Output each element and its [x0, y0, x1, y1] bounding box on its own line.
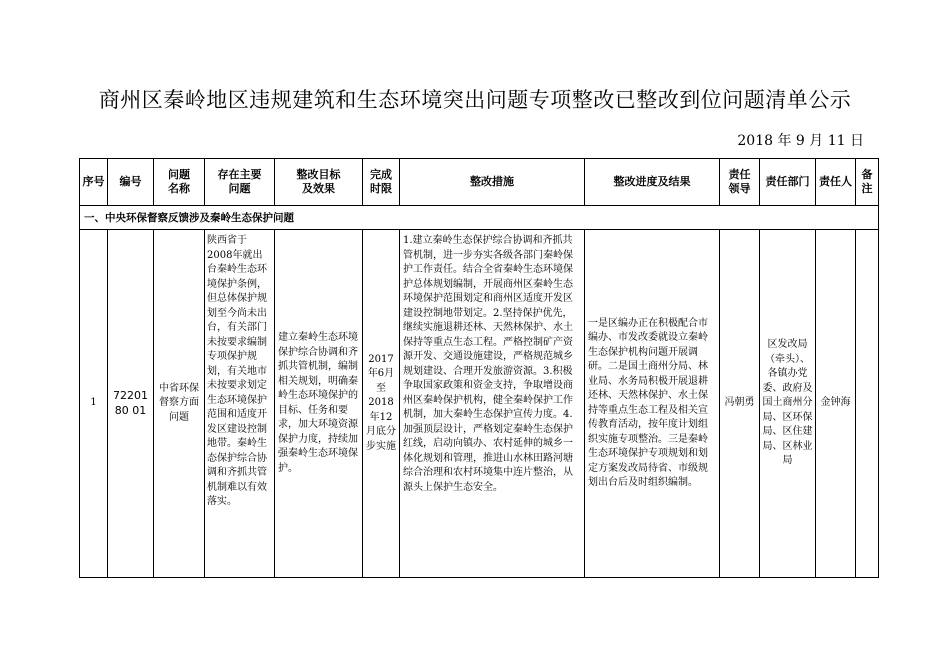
- page-title: 商州区秦岭地区违规建筑和生态环境突出问题专项整改已整改到位问题清单公示: [98, 88, 852, 112]
- header-person: 责任人: [816, 159, 856, 206]
- cell-measures: 1.建立秦岭生态保护综合协调和齐抓共管机制，进一步夯实各级各部门秦岭保护工作责任。结合全省秦岭生态环境保护总体规划编制，开展商州区秦岭生态环境保护范围划定和商州区适度开发区建设控制地带划定。2.坚持保护优先，继续实施退耕还林、天然林保护、水土保持等重点生态工程。严格控制矿产资源开发、交通设施建设，严格规范城乡规划建设、合理开发旅游资源。3.积极争取国家政策和资金支持，争取增设商州区秦岭保护机构，健全秦岭保护工作机制，加大秦岭生态保护宣传力度。4.加强顶层设计，严格划定秦岭生态保护红线，启动向镇办、农村延伸的城乡一体化规划和管理，推进山水林田路河塘综合治理和农村环境集中连片整治，从源头上保护生态安全。: [400, 230, 585, 578]
- cell-seq: 1: [80, 230, 108, 578]
- cell-leader: 冯朝勇: [720, 230, 760, 578]
- cell-name: 中省环保督察方面问题: [154, 230, 205, 578]
- cell-person: 金钟海: [816, 230, 856, 578]
- publish-date: 2018 年 9 月 11 日: [737, 133, 864, 149]
- cell-problem: 陕西省于2008年就出台秦岭生态环境保护条例，但总体保护规划至今尚未出台，有关部门未按要求编制专项保护规划，有关地市未按要求划定生态环境保护范围和适度开发区建设控制地带。秦岭生态保护综合协调和齐抓共管机制难以有效落实。: [205, 230, 275, 578]
- header-problem-text: 存在主要 问题: [217, 168, 262, 195]
- table-row: [80, 230, 879, 578]
- header-note: [856, 159, 879, 206]
- cell-code-text: 7220180 01: [113, 389, 148, 417]
- header-name: [154, 159, 205, 206]
- header-leader-text: 责任 领导: [728, 168, 751, 195]
- cell-note: [856, 230, 879, 578]
- section-title: 一、中央环保督察反馈涉及秦岭生态保护问题: [80, 206, 879, 230]
- header-leader: [720, 159, 760, 206]
- header-progress: 整改进度及结果: [585, 159, 720, 206]
- header-deadline: [363, 159, 400, 206]
- header-problem: [205, 159, 275, 206]
- cell-department: 区发改局（牵头）、各镇办党委、政府及国土商州分局、区环保局、区住建局、区林业局: [760, 230, 816, 578]
- cell-deadline: 2017年6月至2018年12月底分步实施: [363, 230, 400, 578]
- cell-progress: 一是区编办正在积极配合市编办、市发改委就设立秦岭生态保护机构问题开展调研。二是国土商州分局、林业局、水务局积极开展退耕还林、天然林保护、水土保持等重点生态工程及相关宣传教育活动，按年度计划组织实施专项整治。三是秦岭生态环境保护专项规划和划定方案发改局待省、市级规划出台后及时组织编制。: [585, 230, 720, 578]
- header-measures: 整改措施: [400, 159, 585, 206]
- header-goal-text: 整改目标 及效果: [296, 168, 341, 195]
- issue-table: [79, 158, 879, 578]
- section-row: [80, 206, 879, 230]
- header-department: 责任部门: [760, 159, 816, 206]
- header-deadline-text: 完成 时限: [370, 168, 392, 195]
- cell-code: [108, 230, 154, 578]
- header-seq: 序号: [80, 159, 108, 206]
- header-goal: [275, 159, 363, 206]
- header-name-text: 问题 名称: [168, 168, 190, 195]
- table-header-row: [80, 159, 879, 206]
- cell-goal: 建立秦岭生态环境保护综合协调和齐抓共管机制，编制相关规划，明确秦岭生态环境保护的目标、任务和要求，加大环境资源保护力度，持续加强秦岭生态环境保护。: [275, 230, 363, 578]
- header-note-text: 备 注: [861, 168, 873, 195]
- header-code: 编号: [108, 159, 154, 206]
